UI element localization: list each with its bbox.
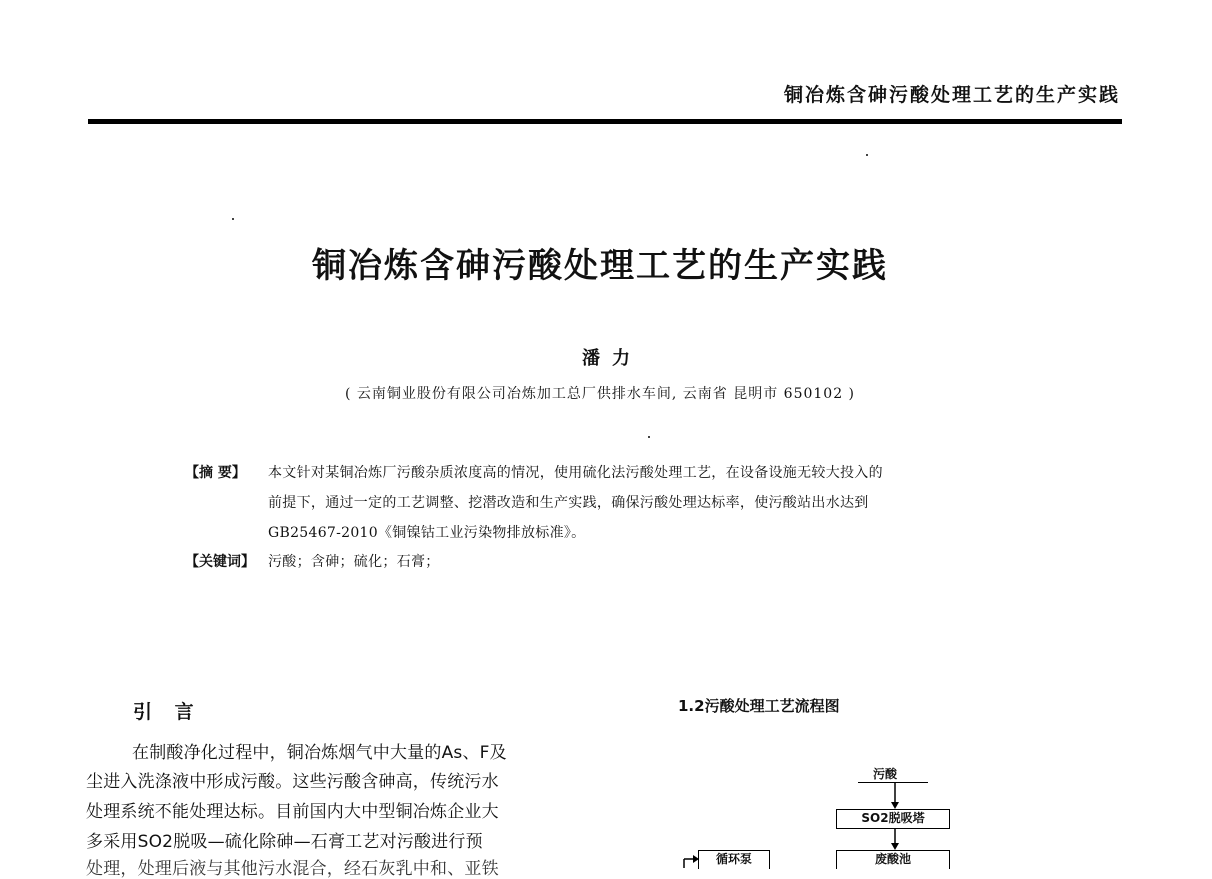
flow-box-circulation-pump: 循环泵: [698, 850, 770, 869]
intro-heading: 引 言: [133, 701, 202, 723]
abstract-label: 【摘 要】: [185, 465, 246, 481]
flowchart-heading: 1.2污酸处理工艺流程图: [678, 697, 840, 715]
running-header: 铜冶炼含砷污酸处理工艺的生产实践: [783, 84, 1120, 106]
abstract-line: GB25467-2010《铜镍钴工业污染物排放标准》。: [268, 525, 586, 541]
flow-box-waste-acid-tank: 废酸池: [836, 850, 950, 869]
intro-line: 处理系统不能处理达标。目前国内大中型铜冶炼企业大: [86, 802, 499, 822]
author-affiliation: ( 云南铜业股份有限公司冶炼加工总厂供排水车间, 云南省 昆明市 650102 ): [344, 386, 856, 402]
header-rule: [88, 119, 1122, 124]
paper-title: 铜冶炼含砷污酸处理工艺的生产实践: [312, 246, 888, 286]
flow-box-so2-tower: SO2脱吸塔: [836, 809, 950, 829]
keywords-text: 污酸；含砷；硫化；石膏；: [268, 554, 440, 570]
keywords-label: 【关键词】: [185, 554, 255, 570]
scan-speck: [648, 436, 650, 438]
intro-line: 在制酸净化过程中，铜冶炼烟气中大量的As、F及: [132, 743, 507, 763]
intro-line: 多采用SO2脱吸—硫化除砷—石膏工艺对污酸进行预: [86, 832, 483, 852]
scan-speck: [232, 218, 234, 220]
flow-input-label: 污酸: [873, 767, 898, 781]
flow-arrow-right: [682, 850, 700, 868]
flow-arrow-down: [885, 829, 905, 851]
intro-line: 尘进入洗涤液中形成污酸。这些污酸含砷高，传统污水: [86, 772, 499, 792]
abstract-line: 本文针对某铜冶炼厂污酸杂质浓度高的情况，使用硫化法污酸处理工艺，在设备设施无较大投入的: [268, 465, 883, 481]
abstract-line: 前提下，通过一定的工艺调整、挖潜改造和生产实践，确保污酸处理达标率，使污酸站出水达到: [268, 495, 869, 511]
scan-speck: [866, 154, 868, 156]
flow-arrow-down: [885, 782, 905, 810]
intro-line-cut: 处理，处理后液与其他污水混合，经石灰乳中和、亚铁: [86, 859, 499, 879]
author-name: 潘力: [582, 348, 642, 369]
